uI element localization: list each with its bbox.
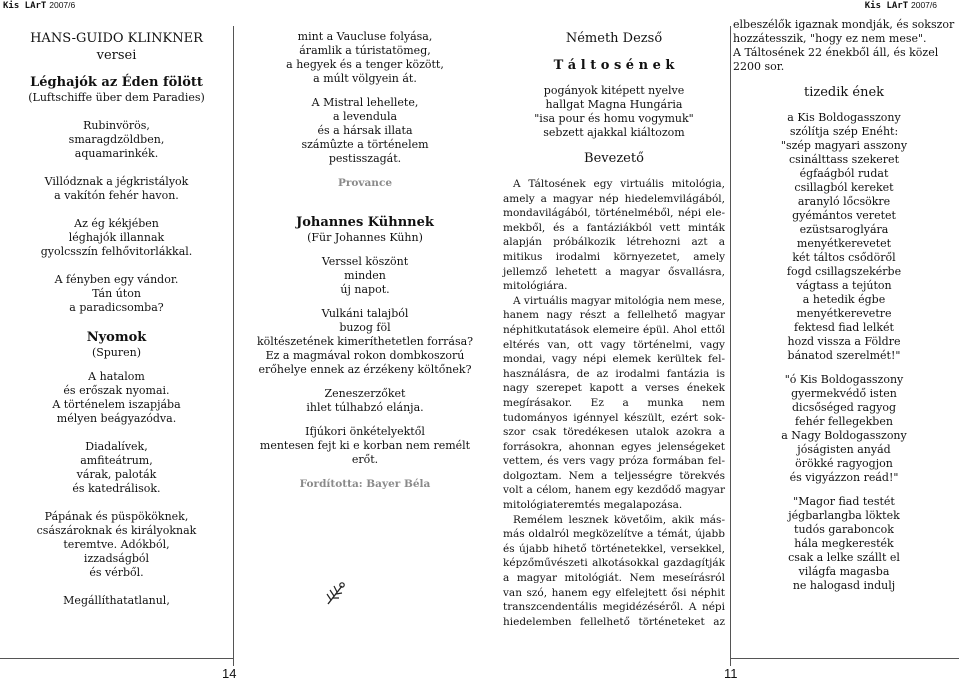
poem-line: császároknak és királyoknak xyxy=(36,524,197,537)
paragraph-line: eltérés van, ott vagy történelmi, vagy xyxy=(503,338,725,351)
poem-line: Rubinvörös, xyxy=(83,119,150,132)
poem-line: erőhelye ennek az érzékeny költőnek? xyxy=(258,363,472,376)
poem-line: Villódznak a jégkristályok xyxy=(44,175,189,188)
poem-line: hozd vissza a Földre xyxy=(787,335,901,348)
poem-column-4 xyxy=(733,18,955,593)
poem-line: tudós garaboncok xyxy=(794,523,894,536)
paragraph-line: hanem nagy részt a fellelhető magyar xyxy=(503,309,725,322)
paragraph-line: nagy szerepet kapott a verses énekek xyxy=(503,382,725,395)
paragraph-line: jellemző lehetett a magyar ősvallásra, xyxy=(503,265,725,278)
paragraph-line: képzőművészeti alkotásokkal gazdagítják xyxy=(503,557,725,570)
poem-line: a hetedik égbe xyxy=(802,293,886,306)
poem-line: Vulkáni talajból xyxy=(321,307,409,320)
poem-line: Tán úton xyxy=(92,287,141,300)
poem-line: Ifjúkori önkételyektől xyxy=(305,425,425,438)
section-heading: Bevezető xyxy=(584,151,644,166)
magazine-brand: Kis LArT xyxy=(864,1,909,11)
page-number-left: 14 xyxy=(222,666,237,681)
poem-line: a hegyek és a tenger között, xyxy=(286,58,444,71)
poem-line: menyétkerevetre xyxy=(796,307,892,320)
poem-place: Provance xyxy=(337,177,393,189)
article-column-3 xyxy=(503,30,725,629)
poem-line: várak, paloták xyxy=(76,468,157,481)
poem-line: csinálttass szekeret xyxy=(789,153,899,166)
column-divider xyxy=(730,26,731,666)
poem-line: jégbarlangba löktek xyxy=(788,509,900,522)
poem-line: léghajók illannak xyxy=(68,231,165,244)
poem-line: Verssel köszönt xyxy=(321,255,409,268)
poem-line: smaragdzöldben, xyxy=(68,133,165,146)
poem-line: pestisszagát. xyxy=(328,152,402,165)
poem-line: gyolcsszín felhővitorlákkal. xyxy=(40,245,193,258)
poem-line: Az ég kékjében xyxy=(74,217,159,230)
poem-line: áramlik a túristatömeg, xyxy=(299,44,431,57)
poem-line: világfa magasba xyxy=(798,565,890,578)
poem-line: hála megkeresték xyxy=(794,537,894,550)
paragraph-line: és újabb hihető történetekkel, versekkel, xyxy=(503,542,725,555)
paragraph-line: a magyar mitológiát. Nem meseírásról xyxy=(503,572,725,585)
paragraph-line: amely a magyar nép hiedelemvilágából, xyxy=(503,192,725,205)
paragraph-line: hiedelemben fellelhető történeteket az xyxy=(503,615,725,628)
motto-line: "isa pour és homu vogymuk" xyxy=(534,112,694,125)
paragraph-line: más oldalról megközelítve a témát, újabb xyxy=(503,528,725,541)
poem-line: ezüstsaroglyára xyxy=(799,223,889,236)
poem-line: buzog föl xyxy=(339,321,391,334)
poem-line: minden xyxy=(344,269,386,282)
poem-title: T á l t o s é n e k xyxy=(553,58,675,73)
poem-line: Diadalívek, xyxy=(85,440,148,453)
poem-title: Léghajók az Éden fölött xyxy=(30,75,203,90)
paragraph-line: mitológiateremtés megalapozása. xyxy=(503,499,683,512)
poem-original-title: (Luftschiffe über dem Paradies) xyxy=(28,91,205,104)
paragraph-line: volt a célom, hanem egy kezdődő magyar xyxy=(503,484,725,497)
author-name: Németh Dezső xyxy=(565,31,663,46)
poem-line: A hatalom xyxy=(88,370,145,383)
section-heading: tizedik ének xyxy=(803,85,885,100)
poem-line: izzadságból xyxy=(83,552,150,565)
poem-line: vágtass a tejúton xyxy=(796,279,892,292)
poem-line: menyétkerevetet xyxy=(796,237,892,250)
poem-line: a Kis Boldogasszony xyxy=(787,111,901,124)
paragraph-line: alapján próbálkozik létrehozni azt a xyxy=(503,236,725,249)
paragraph-line: tudományos igénnyel készült, ezért sok- xyxy=(503,411,725,424)
paragraph-line: elbeszélők igaznak mondják, és sokszor xyxy=(733,18,955,31)
poem-line: a levendula xyxy=(332,110,398,123)
paragraph-line: mondai, vagy népi elemek kerültek fel- xyxy=(503,353,725,366)
paragraph-line: vettem, és vers vagy próza formában fel- xyxy=(503,455,725,468)
paragraph-line: A Táltosének 22 énekből áll, és közel xyxy=(733,46,939,59)
poem-line: ne halogasd indulj xyxy=(792,579,896,592)
magazine-brand: Kis LArT xyxy=(3,1,47,11)
poem-line: új napot. xyxy=(340,283,390,296)
paragraph-line: 2200 sor. xyxy=(733,60,785,73)
poem-line: amfiteátrum, xyxy=(80,454,153,467)
poem-line: mélyen beágyazódva. xyxy=(56,412,177,425)
paragraph-line: transzcendentális megidézéséről. A népi xyxy=(503,601,725,614)
poem-line: fektesd fiad lelkét xyxy=(794,321,894,334)
poem-line: aquamarinkék. xyxy=(74,147,159,160)
poem-title: Nyomok xyxy=(86,330,147,345)
motto-line: sebzett ajakkal kiáltozom xyxy=(543,126,685,139)
poem-line: Pápának és püspököknek, xyxy=(44,510,189,523)
paragraph-line: A virtuális magyar mitológia nem mese, xyxy=(513,294,725,307)
poem-line: és katedrálisok. xyxy=(72,482,161,495)
poem-line: "ó Kis Boldogasszony xyxy=(784,373,904,386)
paragraph-line: megírásakor. Ez a munka nem xyxy=(503,396,725,409)
poems-column-2 xyxy=(234,30,496,491)
poem-line: fehér fellegekben xyxy=(795,415,893,428)
author-name: HANS-GUIDO KLINKNER xyxy=(30,31,203,46)
poem-line: a paradicsomba? xyxy=(69,301,164,314)
poem-line: "szép magyari asszony xyxy=(780,139,908,152)
poem-line: örökké ragyogjon xyxy=(795,457,893,470)
poem-line: csillagból kereket xyxy=(794,181,894,194)
paragraph-line: mitológiára. xyxy=(503,280,568,293)
poem-line: szólítja szép Enéht: xyxy=(789,125,899,138)
header-right xyxy=(865,0,937,11)
paragraph-line: mekből, és a fantáziákból vett minták xyxy=(503,221,725,234)
paragraph-line: használásra, de az irodalmi fantázia is xyxy=(503,367,725,380)
poem-line: teremtve. Adókból, xyxy=(63,538,170,551)
poem-line: A Mistral lehellete, xyxy=(311,96,419,109)
poem-original-title: (Spuren) xyxy=(91,346,142,359)
translator-credit: Fordította: Bayer Béla xyxy=(299,478,431,490)
poem-line: két táltos csődöről xyxy=(792,251,896,264)
paragraph-line: A Táltosének egy virtuális mitológia, xyxy=(513,178,725,190)
poem-line: jóságisten anyád xyxy=(797,443,891,456)
poem-line: a vakítón fehér havon. xyxy=(54,189,179,202)
poem-line: a Nagy Boldogasszony xyxy=(781,429,907,442)
poem-title: Johannes Kühnnek xyxy=(296,215,434,230)
poem-line: és vérből. xyxy=(89,566,144,579)
poem-line: és vigyázzon reád!" xyxy=(789,471,899,484)
poem-line: erőt. xyxy=(351,453,379,466)
poem-line: mentesen fejt ki e korban nem remélt xyxy=(259,439,471,452)
poem-line: Zeneszerzőket xyxy=(324,387,406,400)
motto-line: hallgat Magna Hungária xyxy=(545,98,683,111)
poem-line: bánatod szerelmét!" xyxy=(787,349,901,362)
poem-line: fogd csillagszekérbe xyxy=(786,265,902,278)
paragraph-line: mitikus irodalmi környezetet, amely xyxy=(503,250,725,263)
paragraph-line: szor csak töredékesen utalok azokra a xyxy=(503,426,725,439)
page-number-right: 11 xyxy=(724,666,738,681)
poem-line: dicsőséged ragyog xyxy=(792,401,896,414)
poem-line: és erőszak nyomai. xyxy=(63,384,170,397)
paragraph-line: mondavilágából, történelméből, népi ele- xyxy=(503,207,725,220)
paragraph-line: Remélem lesznek követőim, akik más- xyxy=(513,513,725,526)
issue-number: 2007/6 xyxy=(49,0,76,10)
poem-line: gyémántos veretet xyxy=(792,209,896,222)
poem-line: és a hársak illata xyxy=(317,124,413,137)
poem-line: gyermekvédő isten xyxy=(791,387,897,400)
poem-line: A fényben egy vándor. xyxy=(54,273,179,286)
poem-line: aranyló lőcsökre xyxy=(797,195,891,208)
author-subtitle: versei xyxy=(96,48,137,63)
poem-line: mint a Vaucluse folyása, xyxy=(297,30,433,43)
footer-rule xyxy=(730,658,959,659)
poem-original-title: (Für Johannes Kühn) xyxy=(307,231,423,244)
poem-line: költészetének kimeríthetetlen forrása? xyxy=(256,335,474,348)
issue-number: 2007/6 xyxy=(911,0,937,10)
poem-line: Megállíthatatlanul, xyxy=(63,594,170,607)
poem-line: számûzte a történelem xyxy=(301,138,429,151)
paragraph-line: van szó, hanem egy elfelejtett ősi néphit xyxy=(503,586,725,599)
poem-line: ihlet túlhabzó elánja. xyxy=(306,401,424,414)
motto-line: pogányok kitépett nyelve xyxy=(543,84,685,97)
poem-line: csak a lelke szállt el xyxy=(788,551,900,564)
poem-line: A történelem iszapjába xyxy=(52,398,181,411)
poems-column-1 xyxy=(0,30,233,608)
poem-line: "Magor fiad testét xyxy=(793,495,895,508)
footer-rule xyxy=(0,658,233,659)
paragraph-line: hozzátesszik, "hogy ez nem mese". xyxy=(733,32,927,45)
paragraph-line: forrásokra, ahonnan egyes jelenségeket xyxy=(503,440,725,453)
poem-line: a múlt völgyein át. xyxy=(313,72,417,85)
poem-line: Ez a magmával rokon dombkoszorú xyxy=(265,349,465,362)
poem-line: égfaágból rudat xyxy=(799,167,889,180)
header-left xyxy=(3,0,75,11)
paragraph-line: néphitkutatások elemeire épül. Ahol ettől xyxy=(503,323,725,336)
paragraph-line: dolgoztam. Nem a teljességre törekvés xyxy=(503,469,725,482)
flower-sprig-icon xyxy=(324,580,346,606)
